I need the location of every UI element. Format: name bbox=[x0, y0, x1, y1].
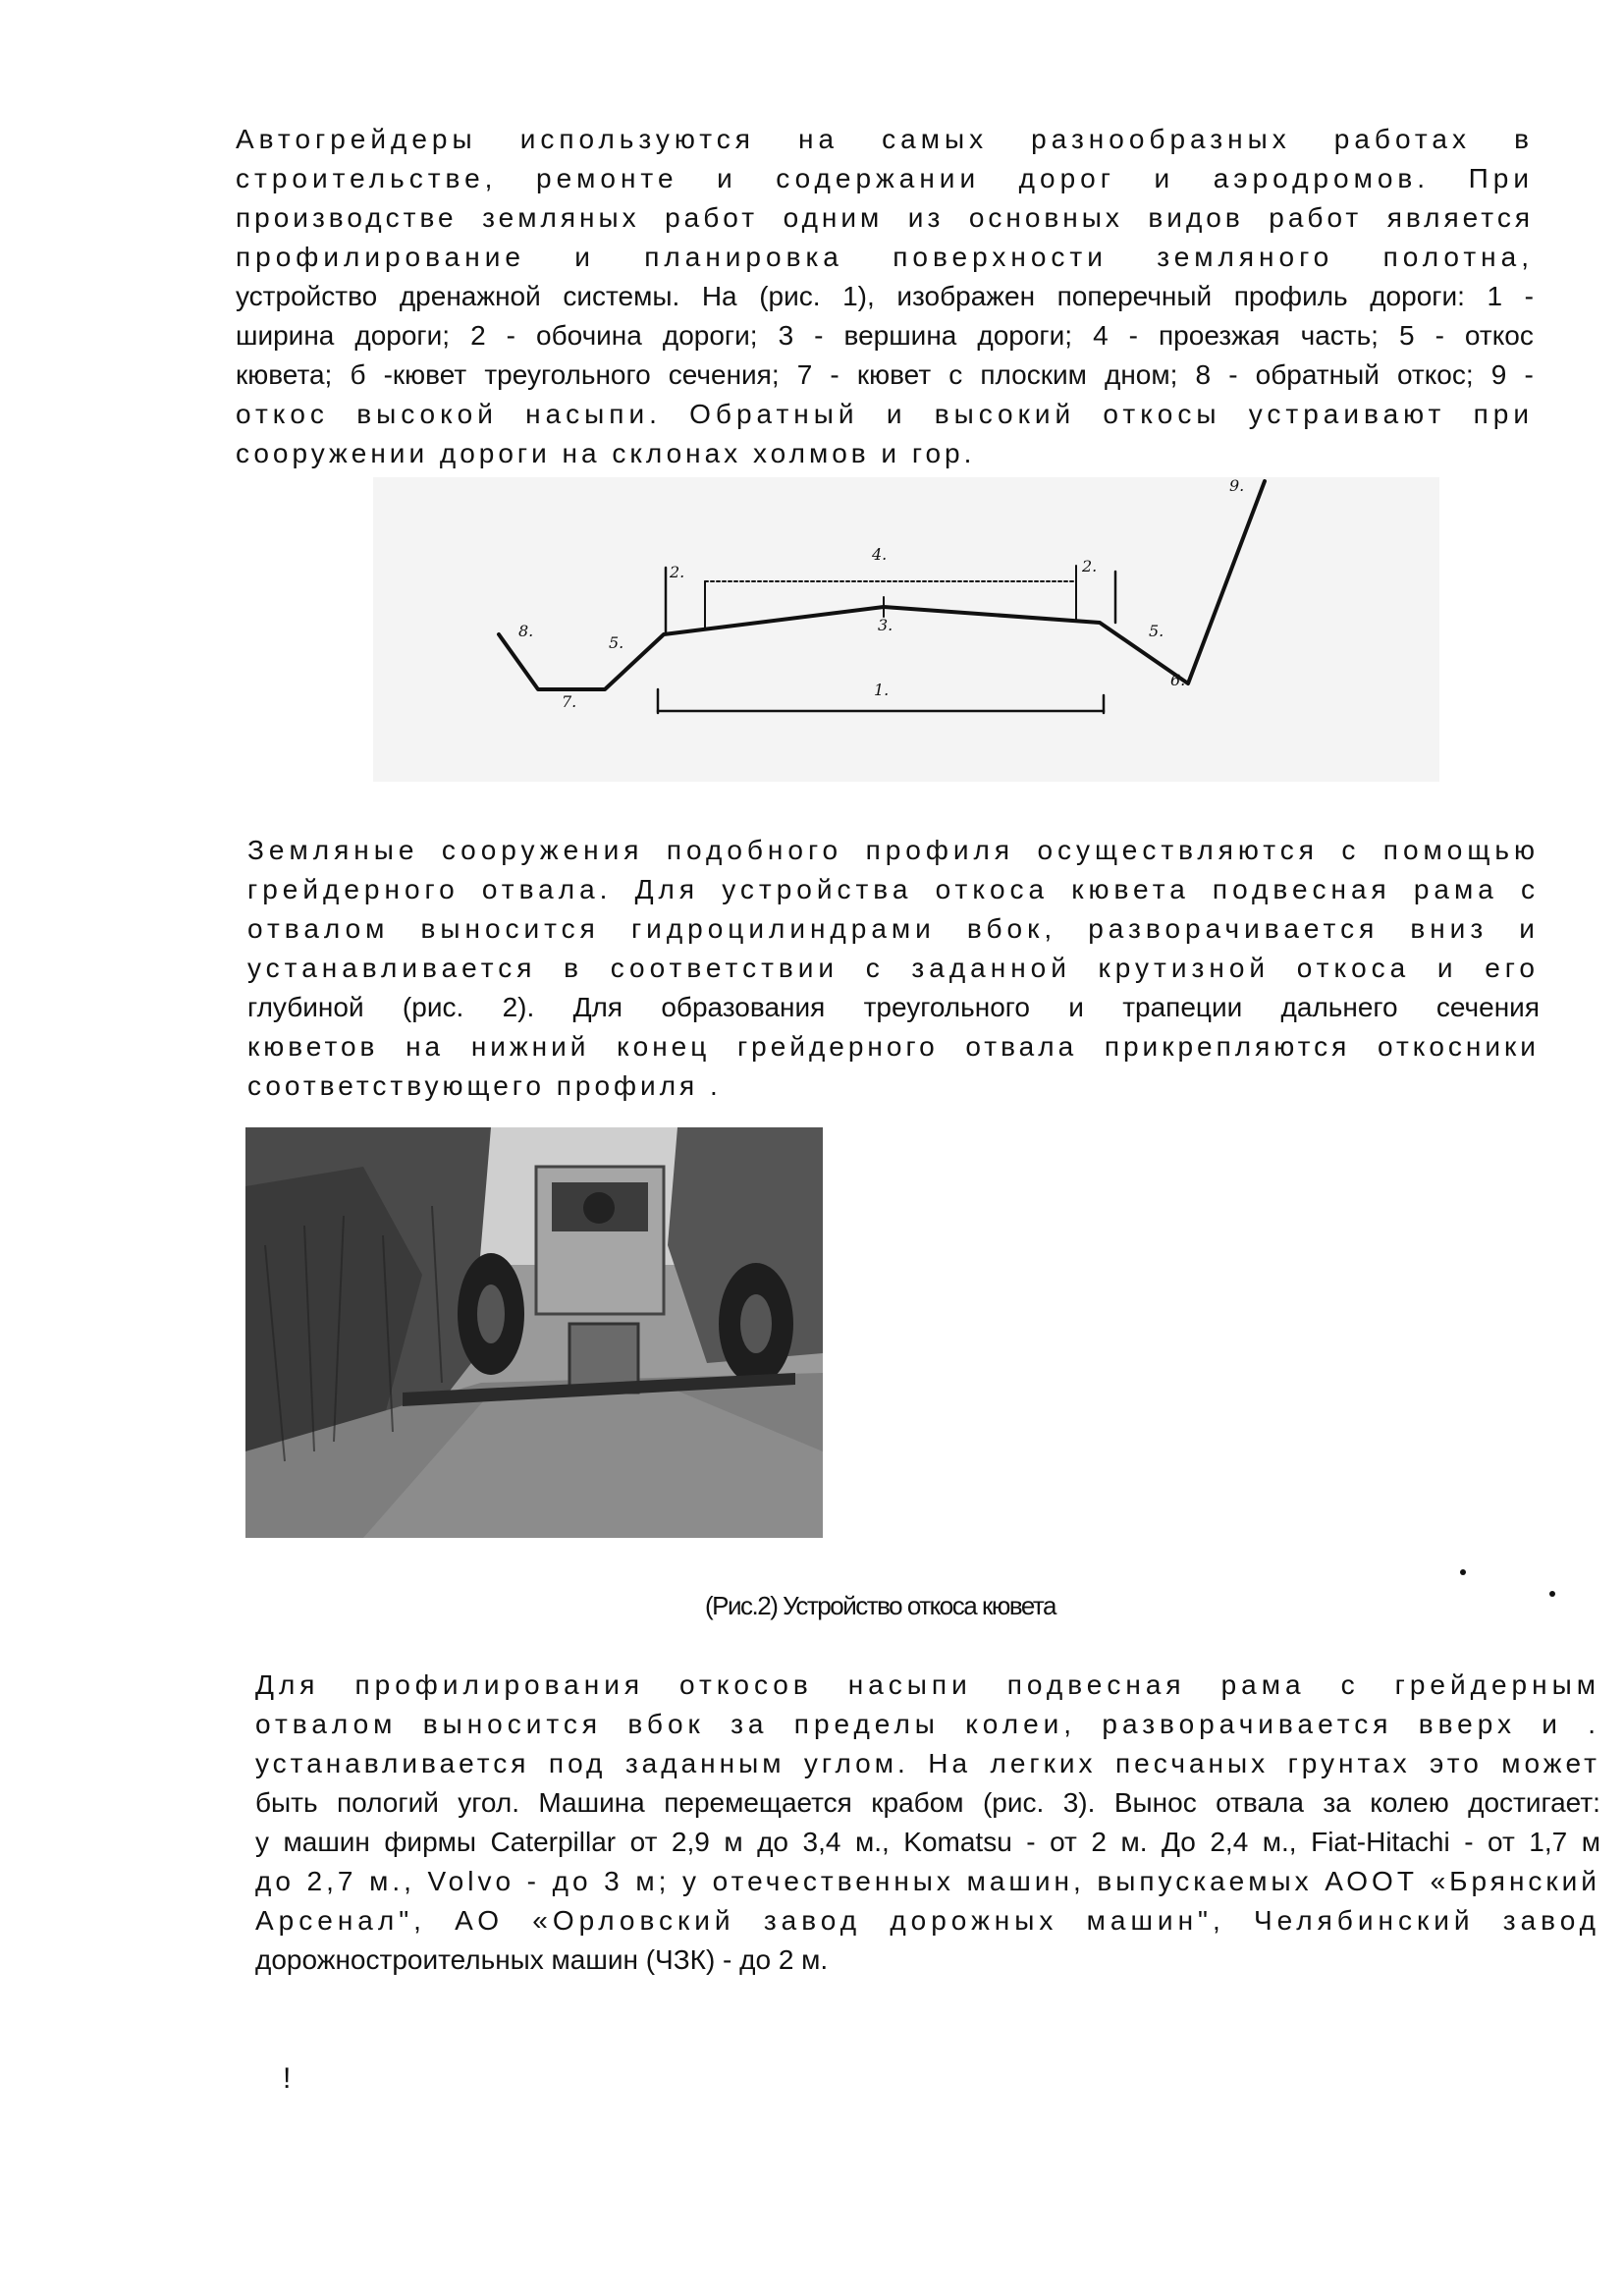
paragraph-earthworks bbox=[247, 831, 1540, 1106]
road-profile-line bbox=[499, 481, 1265, 689]
text-line: устанавливается под заданным углом. На легких песчаных грунтах это может bbox=[255, 1748, 1600, 1778]
text-line: устройство дренажной системы. На (рис. 1), изображен поперечный профиль дороги: 1 - bbox=[236, 281, 1534, 311]
text-line: быть пологий угол. Машина перемещается крабом (рис. 3). Вынос отвала за колею достигает: bbox=[255, 1787, 1600, 1818]
text-line: у машин фирмы Caterpillar от 2,9 м до 3,4 м., Komatsu - от 2 м. До 2,4 м., Fiat-Hitachi - от 1,7 м bbox=[255, 1827, 1600, 1857]
text-line: дорожностроительных машин (ЧЗК) - до 2 м. bbox=[255, 1944, 829, 1975]
text-line: устанавливается в соответствии с заданной крутизной откоса и его bbox=[247, 953, 1540, 983]
label-9: 9. bbox=[1229, 477, 1245, 495]
road-profile-diagram bbox=[373, 477, 1439, 782]
text-line: Для профилирования откосов насыпи подвесная рама с грейдерным bbox=[255, 1669, 1600, 1700]
label-7: 7. bbox=[562, 692, 577, 711]
text-line: грейдерного отвала. Для устройства откоса кювета подвесная рама с bbox=[247, 874, 1540, 904]
grader-photo bbox=[245, 1127, 823, 1538]
text-line: строительстве, ремонте и содержании дорог и аэродромов. При bbox=[236, 163, 1534, 193]
text-line: соответствующего профиля . bbox=[247, 1070, 722, 1101]
text-line: Автогрейдеры используются на самых разнообразных работах в bbox=[236, 124, 1534, 154]
label-8: 8. bbox=[518, 622, 534, 640]
text-line: ширина дороги; 2 - обочина дороги; 3 - вершина дороги; 4 - проезжая часть; 5 - откос bbox=[236, 320, 1534, 351]
text-line: глубиной (рис. 2). Для образования треугольного и трапеции дальнего сечения bbox=[247, 992, 1540, 1022]
stray-dot bbox=[1549, 1591, 1555, 1597]
grader-photo-illustration bbox=[245, 1127, 823, 1538]
figure-caption: (Рис.2) Устройство откоса кювета bbox=[705, 1591, 1056, 1620]
label-2-left: 2. bbox=[670, 563, 685, 581]
label-3: 3. bbox=[878, 616, 893, 634]
text-line: кювета; б -кювет треугольного сечения; 7 - кювет с плоским дном; 8 - обратный откос; 9 - bbox=[236, 359, 1534, 390]
text-line: профилирование и планировка поверхности земляного полотна, bbox=[236, 242, 1534, 272]
paragraph-intro bbox=[236, 120, 1534, 473]
text-line: сооружении дороги на склонах холмов и гор. bbox=[236, 438, 976, 468]
text-line: производстве земляных работ одним из основных видов работ является bbox=[236, 202, 1534, 233]
label-5-left: 5. bbox=[609, 633, 624, 652]
text-line: кюветов на нижний конец грейдерного отвала прикрепляются откосники bbox=[247, 1031, 1540, 1062]
label-4: 4. bbox=[872, 545, 888, 564]
label-6: 6. bbox=[1170, 671, 1186, 689]
text-line: отвалом выносится вбок за пределы колеи, разворачивается вверх и . bbox=[255, 1709, 1600, 1739]
text-line: отвалом выносится гидроцилиндрами вбок, разворачивается вниз и bbox=[247, 913, 1540, 944]
text-line: откос высокой насыпи. Обратный и высокий откосы устраивают при bbox=[236, 399, 1534, 429]
stray-dot bbox=[1460, 1569, 1466, 1575]
text-line: Арсенал", АО «Орловский завод дорожных машин", Челябинский завод bbox=[255, 1905, 1600, 1936]
label-2-right: 2. bbox=[1082, 557, 1098, 575]
text-line: до 2,7 м., Volvo - до 3 м; у отечественных машин, выпускаемых АООТ «Брянский bbox=[255, 1866, 1600, 1896]
label-1: 1. bbox=[874, 681, 890, 699]
road-profile-figure bbox=[373, 477, 1439, 782]
text-line: Земляные сооружения подобного профиля осуществляются с помощью bbox=[247, 835, 1540, 865]
stray-mark: ! bbox=[283, 2062, 292, 2095]
paragraph-embankment bbox=[255, 1666, 1600, 1980]
label-5-right: 5. bbox=[1149, 622, 1164, 640]
